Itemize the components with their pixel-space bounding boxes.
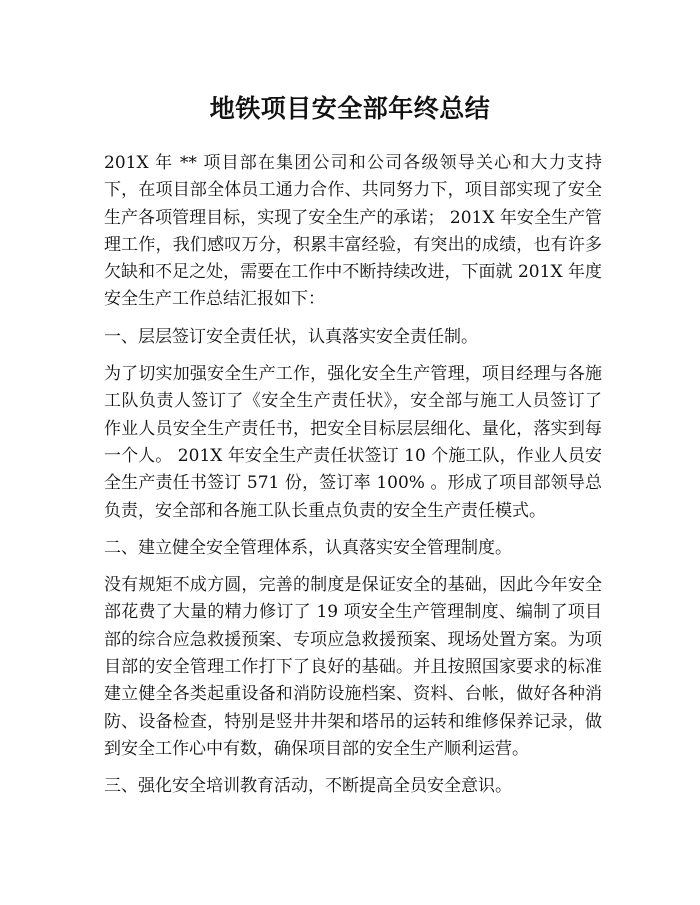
intro-paragraph: 201X 年 ** 项目部在集团公司和公司各级领导关心和大力支持下，在项目部全体员工通力合作、共同努力下，项目部实现了安全生产各项管理目标，实现了安全生产的承诺； 201X 年安全生产管理工作，我们感叹万分，积累丰富经验，有突出的成绩，也有许多欠缺和不足之处，需要在工作中不断持续改进，下面就 201X 年度安全生产工作总结汇报如下： [104, 153, 602, 310]
section-heading-2: 二、建立健全安全管理体系，认真落实安全管理制度。 [104, 537, 512, 558]
section-heading-1: 一、层层签订安全责任状，认真落实安全责任制。 [104, 326, 478, 347]
section-1-paragraph: 为了切实加强安全生产工作，强化安全生产管理，项目经理与各施工队负责人签订了《安全生产责任状》，安全部与施工人员签订了作业人员安全生产责任书，把安全目标层层细化、量化，落实到每一个人。 201X 年安全生产责任状签订 10 个施工队，作业人员安全生产责任书签订 571 份，签订率 100% 。形成了项目部领导总负责，安全部和各施工队长重点负责的安全生产责任模式。 [104, 364, 602, 521]
document-body [104, 150, 602, 811]
document-title: 地铁项目安全部年终总结 [209, 94, 491, 123]
section-heading-3: 三、强化安全培训教育活动，不断提高全员安全意识。 [104, 776, 512, 797]
section-2-paragraph: 没有规矩不成方圆，完善的制度是保证安全的基础，因此今年安全部花费了大量的精力修订了 19 项安全生产管理制度、编制了项目部的综合应急救援预案、专项应急救援预案、现场处置方案。为项目部的安全管理工作打下了良好的基础。并且按照国家要求的标准建立健全各类起重设备和消防设施档案、资料、台帐，做好各种消防、设备检查，特别是竖井井架和塔吊的运转和维修保养记录，做到安全工作心中有数，确保项目部的安全生产顺利运营。 [104, 575, 602, 759]
